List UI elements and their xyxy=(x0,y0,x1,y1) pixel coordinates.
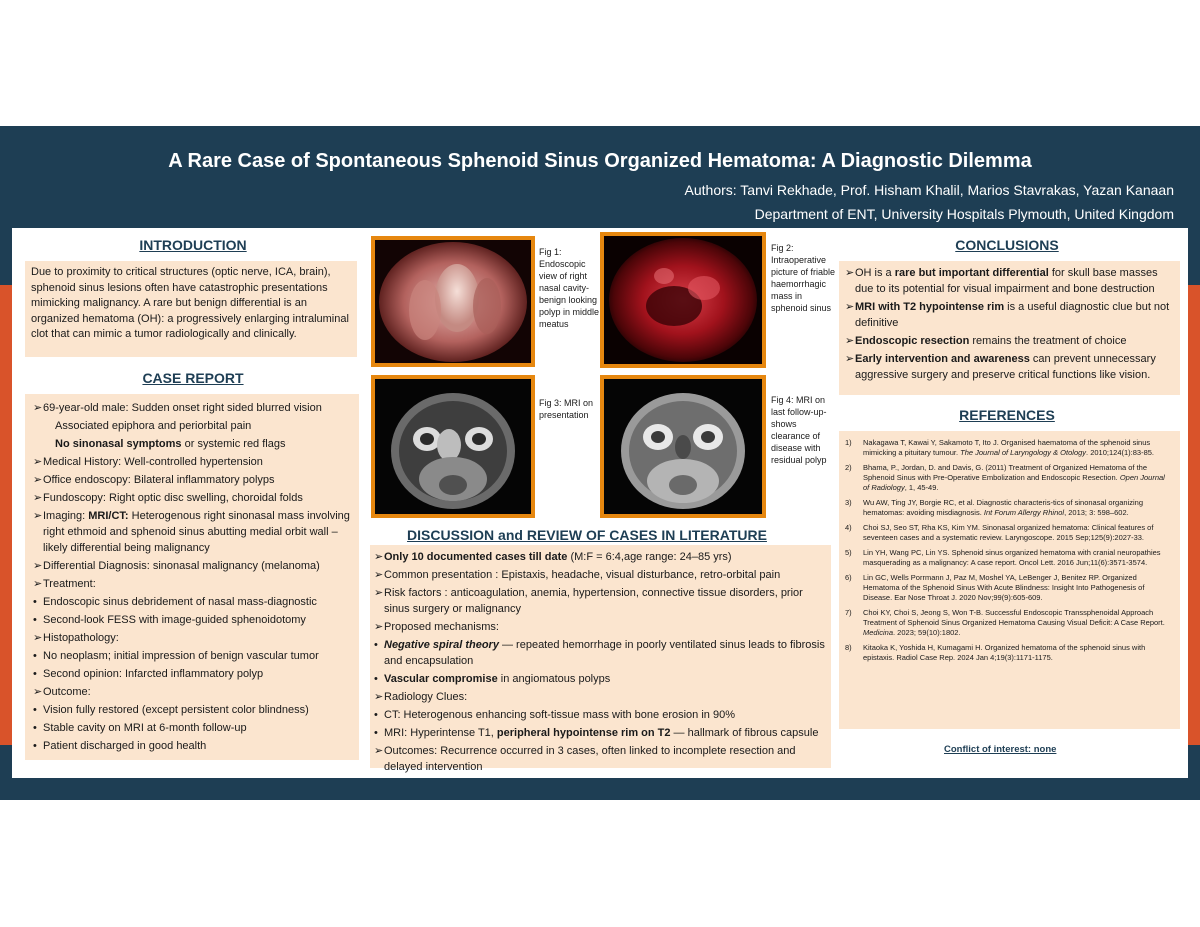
list-item: ➢ Histopathology: xyxy=(33,632,119,644)
list-item: ➢ Medical History: Well-controlled hypertension xyxy=(33,456,263,468)
list-item: • MRI: Hyperintense T1, peripheral hypointense rim on T2 — hallmark of fibrous capsule xyxy=(374,727,819,739)
reference-item: 8) Kitaoka K, Yoshida H, Kumagami H. Organized hematoma of the sphenoid sinus with epistaxis. Radiol Case Rep. 2024 Jan 4;19(3):1171-1175. xyxy=(845,643,1146,662)
list-item: ➢ Proposed mechanisms: xyxy=(374,621,499,633)
intraoperative-mass-image xyxy=(604,236,762,364)
reference-item: 5) Lin YH, Wang PC, Lin YS. Sphenoid sinus organized hematoma with cranial neuropathies masquerading as a malignancy: A case report. Oncol Lett. 2016 Jun;11(6):3571-3574. xyxy=(845,548,1161,567)
list-item: ➢ Common presentation : Epistaxis, headache, visual disturbance, retro-orbital pain xyxy=(374,569,781,581)
case-report-box xyxy=(25,394,359,760)
figure-3-mri-presentation xyxy=(371,375,535,518)
reference-item: 6) Lin GC, Wells Porrmann J, Paz M, Moshel YA, LeBenger J, Benitez RP. Organized Hematoma of the Sphenoid Sinus With Acute Blindness: Insight Into Pathogenesis of Disease. Ear Nose Throat J. 2020 Nov;99(9):605-609. xyxy=(845,573,1145,602)
conflict-of-interest: Conflict of interest: none xyxy=(944,744,1057,755)
reference-item: 4) Choi SJ, Seo ST, Rha KS, Kim YM. Sinonasal organized hematoma: Clinical features of seventeen cases and a systematic review. Laryngoscope. 2015 Sep;125(9):2027-33. xyxy=(845,523,1154,542)
figure-2-intraoperative-image xyxy=(600,232,766,368)
list-item: ➢ Treatment: xyxy=(33,578,96,590)
list-item: • No neoplasm; initial impression of benign vascular tumor xyxy=(33,650,319,662)
list-item: ➢ Radiology Clues: xyxy=(374,691,468,703)
figure-2-caption: Fig 2: Intraoperative picture of friable haemorrhagic mass in sphenoid sinus xyxy=(771,243,836,313)
list-item: ➢ Endoscopic resection remains the treatment of choice xyxy=(845,335,1127,347)
discussion-box xyxy=(370,545,831,773)
case-report-heading: CASE REPORT xyxy=(142,370,244,386)
list-item: ➢ OH is a rare but important differential for skull base masses due to its potential for visual impairment and bone destruction xyxy=(845,267,1158,295)
list-item: • Negative spiral theory — repeated hemorrhage in poorly ventilated sinus leads to fibrosis and encapsulation xyxy=(374,639,825,667)
list-item: • Second-look FESS with image-guided sphenoidotomy xyxy=(33,614,306,626)
reference-item: 3) Wu AW, Ting JY, Borgie RC, et al. Diagnostic characteris-tics of sinonasal organizing hematomas: avoiding misdiagnosis. Int Forum Allergy Rhinol, 2013; 3: 598–602. xyxy=(845,498,1143,517)
left-accent-bar xyxy=(0,285,12,745)
list-item: • CT: Heterogenous enhancing soft-tissue mass with bone erosion in 90% xyxy=(374,709,735,721)
introduction-text: Due to proximity to critical structures (optic nerve, ICA, brain), sphenoid sinus lesions often have catastrophic presentations mimicking malignancy. A rare but benign differential is an organized hematoma (OH): a progressively enlarging intraluminal clot that can mimic a tumor radiologically and clinically. xyxy=(31,266,349,340)
introduction-heading: INTRODUCTION xyxy=(139,237,247,253)
right-accent-bar xyxy=(1188,285,1200,745)
figure-4-caption: Fig 4: MRI on last follow-up- shows clearance of disease with residual polyp xyxy=(771,395,827,465)
list-item: • Second opinion: Infarcted inflammatory polyp xyxy=(33,668,264,680)
list-item: • Patient discharged in good health xyxy=(33,740,207,752)
list-item: ➢ Risk factors : anticoagulation, anemia, hypertension, connective tissue disorders, prior sinus surgery or malignancy xyxy=(374,587,803,615)
list-item: ➢ Fundoscopy: Right optic disc swelling, choroidal folds xyxy=(33,492,303,504)
list-item: ➢ Outcomes: Recurrence occurred in 3 cases, often linked to incomplete resection and delayed intervention xyxy=(374,745,796,773)
mri-presentation-image xyxy=(375,379,531,514)
department: Department of ENT, University Hospitals Plymouth, United Kingdom xyxy=(754,206,1174,222)
conclusions-box xyxy=(839,261,1180,395)
list-item: • Vision fully restored (except persistent color blindness) xyxy=(33,704,309,716)
list-item: • Stable cavity on MRI at 6-month follow-up xyxy=(33,722,247,734)
figure-1-caption: Fig 1: Endoscopic view of right nasal cavity- benign looking polyp in middle meatus xyxy=(539,247,600,329)
figure-1-endoscopic-image xyxy=(371,236,535,367)
reference-item: 1) Nakagawa T, Kawai Y, Sakamoto T, Ito J. Organised haematoma of the sphenoid sinus mimicking a pituitary tumour. The Journal of Laryngology & Otology. 2010;124(1):83-85. xyxy=(845,438,1155,457)
list-item: ➢ MRI with T2 hypointense rim is a useful diagnostic clue but not definitive xyxy=(845,301,1170,329)
list-item: ➢ Outcome: xyxy=(33,686,91,698)
list-item: • Vascular compromise in angiomatous polyps xyxy=(374,673,611,685)
list-item: • Endoscopic sinus debridement of nasal mass-diagnostic xyxy=(33,596,317,608)
introduction-box xyxy=(25,261,357,357)
list-item: ➢ Office endoscopy: Bilateral inflammatory polyps xyxy=(33,474,275,486)
poster-title: A Rare Case of Spontaneous Sphenoid Sinus Organized Hematoma: A Diagnostic Dilemma xyxy=(168,150,1032,172)
reference-item: 2) Bhama, P., Jordan, D. and Davis, G. (2011) Treatment of Organized Hematoma of the Sphenoid Sinus with Pre-Operative Embolization and Endoscopic Resection. Open Journal of Radiology, 1, 45-49. xyxy=(845,463,1165,492)
endoscopic-polyp-image xyxy=(375,240,531,363)
references-heading: REFERENCES xyxy=(959,407,1055,423)
list-item: ➢ Differential Diagnosis: sinonasal malignancy (melanoma) xyxy=(33,560,320,572)
authors: Authors: Tanvi Rekhade, Prof. Hisham Khalil, Marios Stavrakas, Yazan Kanaan xyxy=(684,182,1174,198)
references-box xyxy=(839,431,1180,729)
figure-4-mri-follow-up xyxy=(600,375,766,518)
list-item: ➢ Only 10 documented cases till date (M:F = 6:4,age range: 24–85 yrs) xyxy=(374,551,732,563)
list-item: No sinonasal symptoms or systemic red flags xyxy=(55,438,286,450)
discussion-heading: DISCUSSION and REVIEW OF CASES IN LITERATURE xyxy=(407,527,767,543)
figure-3-caption: Fig 3: MRI on presentation xyxy=(539,398,594,420)
reference-item: 7) Choi KY, Choi S, Jeong S, Won T-B. Successful Endoscopic Transsphenoidal Approach Treatment of Sphenoid Sinus Organized Hematoma Causing Visual Deficit: A Case Report. Medicina. 2023; 59(10):1802. xyxy=(845,608,1165,637)
list-item: ➢ Imaging: MRI/CT: Heterogenous right sinonasal mass involving right ethmoid and sphenoid sinus abutting medial orbit wall – likely differential being malignancy xyxy=(33,510,350,554)
mri-follow-up-image xyxy=(604,379,762,514)
list-item: Associated epiphora and periorbital pain xyxy=(55,420,252,432)
conclusions-heading: CONCLUSIONS xyxy=(955,237,1059,253)
list-item: ➢ 69-year-old male: Sudden onset right sided blurred vision xyxy=(33,402,322,414)
list-item: ➢ Early intervention and awareness can prevent unnecessary aggressive surgery and preserve critical functions like vision. xyxy=(845,353,1156,381)
